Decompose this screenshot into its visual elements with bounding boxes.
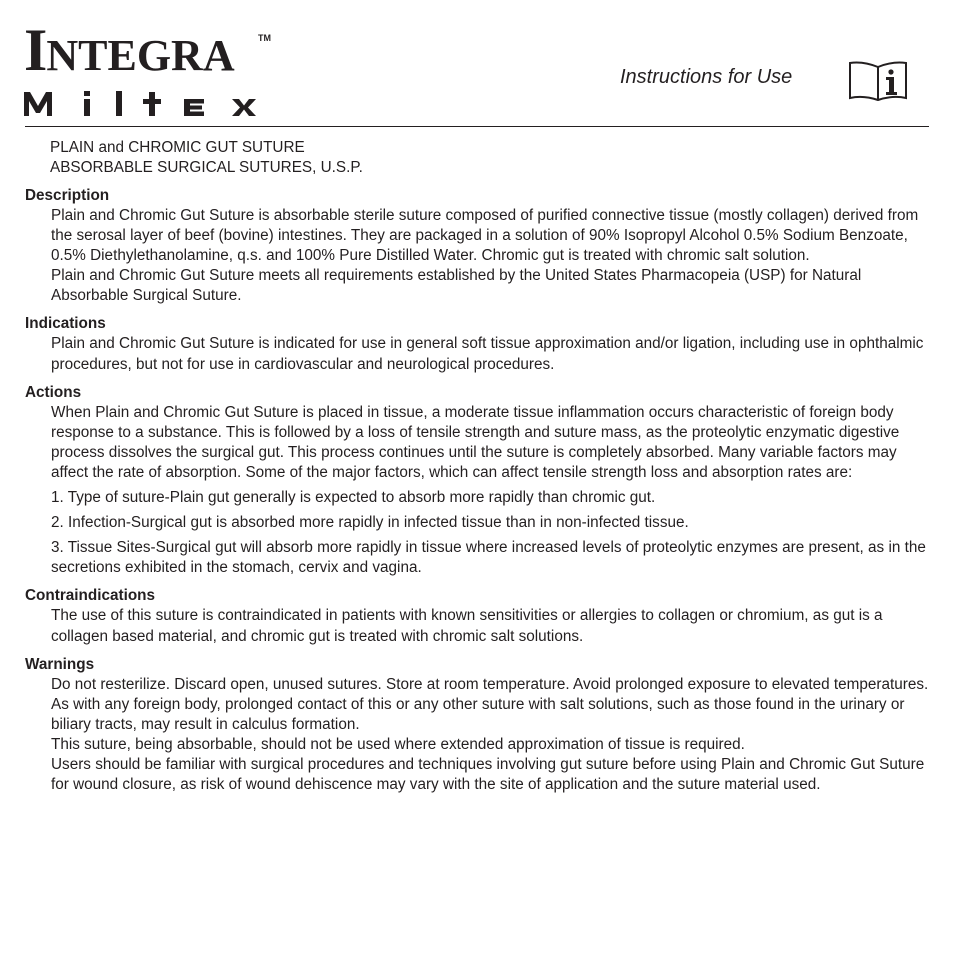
section-heading: Actions <box>25 383 82 401</box>
paragraph: When Plain and Chromic Gut Suture is placed in tissue, a moderate tissue inflammation occurs characteristic of foreign body response to a substance. This is followed by a loss of tensile strength and suture mass, as the proteolytic enzymatic digestive process dissolves the surgical gut. This process continues until the suture is completely absorbed. Many variable factors may affect the rate of absorption. Some of the major factors, which can affect tensile strength loss and absorption rates are: <box>51 403 900 481</box>
ifu-body <box>25 185 930 802</box>
paragraph: As with any foreign body, prolonged contact of this or any other suture with salt solutions, such as those found in the urinary or biliary tracts, may result in calculus formation. <box>51 695 905 733</box>
section-heading: Contraindications <box>25 587 156 605</box>
paragraph: Plain and Chromic Gut Suture is indicated for use in general soft tissue approximation and/or ligation, including use in ophthalmic procedures, but not for use in cardiovascular and neurological procedures. <box>51 335 924 373</box>
section-description <box>25 185 930 306</box>
product-name-line-1: PLAIN and CHROMIC GUT SUTURE <box>50 139 305 156</box>
paragraph: This suture, being absorbable, should not be used where extended approximation of tissue is required. <box>51 735 745 753</box>
paragraph: Users should be familiar with surgical procedures and techniques involving gut suture before using Plain and Chromic Gut Suture for wound closure, as risk of wound dehiscence may vary with the site of application and the suture material used. <box>51 755 925 794</box>
paragraph: Do not resterilize. Discard open, unused sutures. Store at room temperature. Avoid prolonged exposure to elevated temperatures. <box>51 675 929 693</box>
list-item: 1. Type of suture-Plain gut generally is expected to absorb more rapidly than chromic gut. <box>51 489 656 507</box>
section-contraindications <box>25 585 930 646</box>
product-name-line-2: ABSORBABLE SURGICAL SUTURES, U.S.P. <box>50 159 363 176</box>
instructions-for-use-title: Instructions for Use <box>620 66 793 88</box>
section-actions <box>25 382 930 579</box>
paragraph: Plain and Chromic Gut Suture meets all requirements established by the United States Pharmacopeia (USP) for Natural Absorbable Surgical Suture. <box>51 267 862 305</box>
miltex-wordmark <box>24 88 268 124</box>
paragraph: The use of this suture is contraindicated in patients with known sensitivities or allergies to collagen or chromium, as gut is a collagen based material, and chromic gut is treated with chromic salt solutions. <box>51 607 883 645</box>
section-warnings <box>25 654 930 796</box>
miltex-letters <box>24 88 268 118</box>
absorption-factors-list <box>51 488 930 578</box>
section-heading: Description <box>25 187 110 204</box>
header-divider <box>25 126 929 127</box>
section-heading: Warnings <box>25 655 95 673</box>
book-info-icon <box>848 60 908 102</box>
list-item: 2. Infection-Surgical gut is absorbed more rapidly in infected tissue than in non-infected tissue. <box>51 514 689 532</box>
list-item: 3. Tissue Sites-Surgical gut will absorb more rapidly in tissue where increased levels of proteolytic enzymes are present, as in the secretions exhibited in the stomach, cervix and vagina. <box>51 539 926 577</box>
integra-miltex-logo <box>24 17 284 120</box>
integra-wordmark: INTEGRA <box>24 17 235 83</box>
paragraph: Plain and Chromic Gut Suture is absorbable sterile suture composed of purified connective tissue (mostly collagen) derived from the serosal layer of beef (bovine) intestines. They are packaged in a solution of 90% Isopropyl Alcohol 0.5% Sodium Benzoate, 0.5% Diethylethanolamine, q.s. and 100% Pure Distilled Water. Chromic gut is treated with chromic salt solution. <box>51 207 919 265</box>
section-indications <box>25 313 930 374</box>
section-heading: Indications <box>25 315 106 333</box>
product-name <box>50 138 363 178</box>
trademark-mark: TM <box>258 33 271 43</box>
